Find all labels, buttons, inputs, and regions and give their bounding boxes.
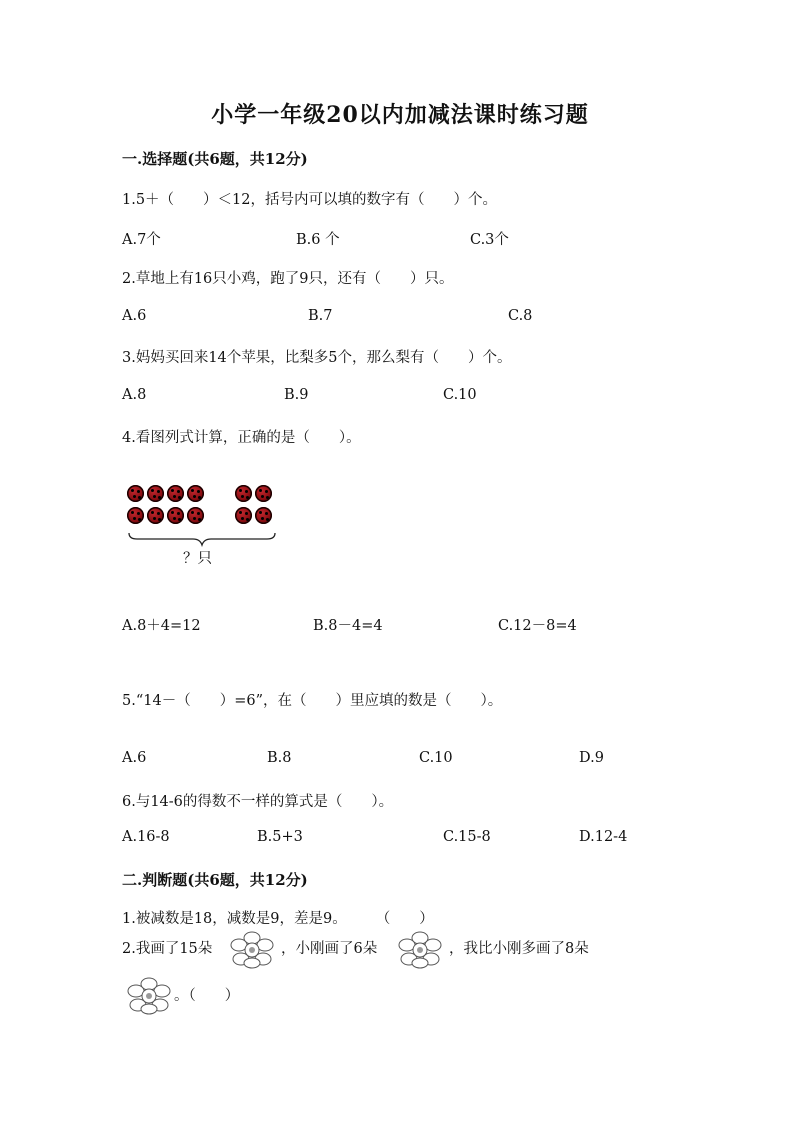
judge-question-2-part-1: 2.我画了15朵: [122, 941, 213, 957]
ladybug-icon: [255, 485, 272, 502]
ladybug-icon: [187, 507, 204, 524]
q2-option-b[interactable]: B.7: [308, 308, 333, 324]
section-1-heading: 一.选择题(共6题，共12分): [122, 150, 308, 168]
flower-icon: [126, 976, 172, 1016]
q1-option-b[interactable]: B.6 个: [296, 232, 340, 248]
ladybug-icon: [127, 507, 144, 524]
judge-question-1: 1.被减数是18，减数是9，差是9。 （ ）: [122, 911, 434, 927]
question-3: 3.妈妈买回来14个苹果，比梨多5个，那么梨有（ ）个。: [122, 350, 512, 366]
q5-option-a[interactable]: A.6: [122, 750, 147, 766]
brace-icon: [127, 531, 277, 547]
question-4: 4.看图列式计算，正确的是（ ）。: [122, 430, 361, 446]
ladybug-icon: [255, 507, 272, 524]
judge-question-2-part-4: 。（ ）: [174, 988, 240, 1004]
q4-option-b[interactable]: B.8－4=4: [313, 618, 383, 634]
flower-icon: [229, 930, 275, 970]
ladybug-icon: [235, 485, 252, 502]
ladybug-icon: [187, 485, 204, 502]
q6-option-d[interactable]: D.12-4: [579, 829, 628, 845]
ladybug-icon: [167, 507, 184, 524]
question-2: 2.草地上有16只小鸡，跑了9只，还有（ ）只。: [122, 271, 454, 287]
q3-option-b[interactable]: B.9: [284, 387, 309, 403]
q5-option-d[interactable]: D.9: [579, 750, 604, 766]
q5-option-c[interactable]: C.10: [419, 750, 453, 766]
q6-option-a[interactable]: A.16-8: [122, 829, 170, 845]
q6-option-c[interactable]: C.15-8: [443, 829, 491, 845]
q2-option-c[interactable]: C.8: [508, 308, 533, 324]
ladybug-icon: [167, 485, 184, 502]
question-5: 5.“14－（ ）=6”，在（ ）里应填的数是（ ）。: [122, 693, 503, 709]
ladybug-icon: [147, 507, 164, 524]
q4-option-a[interactable]: A.8＋4=12: [122, 618, 201, 634]
ladybug-icon: [147, 485, 164, 502]
q6-option-b[interactable]: B.5+3: [257, 829, 303, 845]
section-2-heading: 二.判断题(共6题，共12分): [122, 871, 308, 889]
page-title: 小学一年级20以内加减法课时练习题: [211, 102, 589, 128]
question-1: 1.5＋（ ）＜12，括号内可以填的数字有（ ）个。: [122, 192, 498, 208]
q1-option-a[interactable]: A.7个: [122, 232, 161, 248]
q2-option-a[interactable]: A.6: [122, 308, 147, 324]
question-6: 6.与14-6的得数不一样的算式是（ ）。: [122, 794, 394, 810]
judge-question-2-part-3: ，我比小刚多画了8朵: [449, 941, 589, 957]
q4-option-c[interactable]: C.12－8=4: [498, 618, 577, 634]
judge-question-2-part-2: ，小刚画了6朵: [281, 941, 378, 957]
figure-caption: ？只: [183, 551, 212, 567]
q3-option-c[interactable]: C.10: [443, 387, 477, 403]
ladybug-icon: [235, 507, 252, 524]
q3-option-a[interactable]: A.8: [122, 387, 147, 403]
q1-option-c[interactable]: C.3个: [470, 232, 509, 248]
q5-option-b[interactable]: B.8: [267, 750, 292, 766]
ladybug-icon: [127, 485, 144, 502]
flower-icon: [397, 930, 443, 970]
